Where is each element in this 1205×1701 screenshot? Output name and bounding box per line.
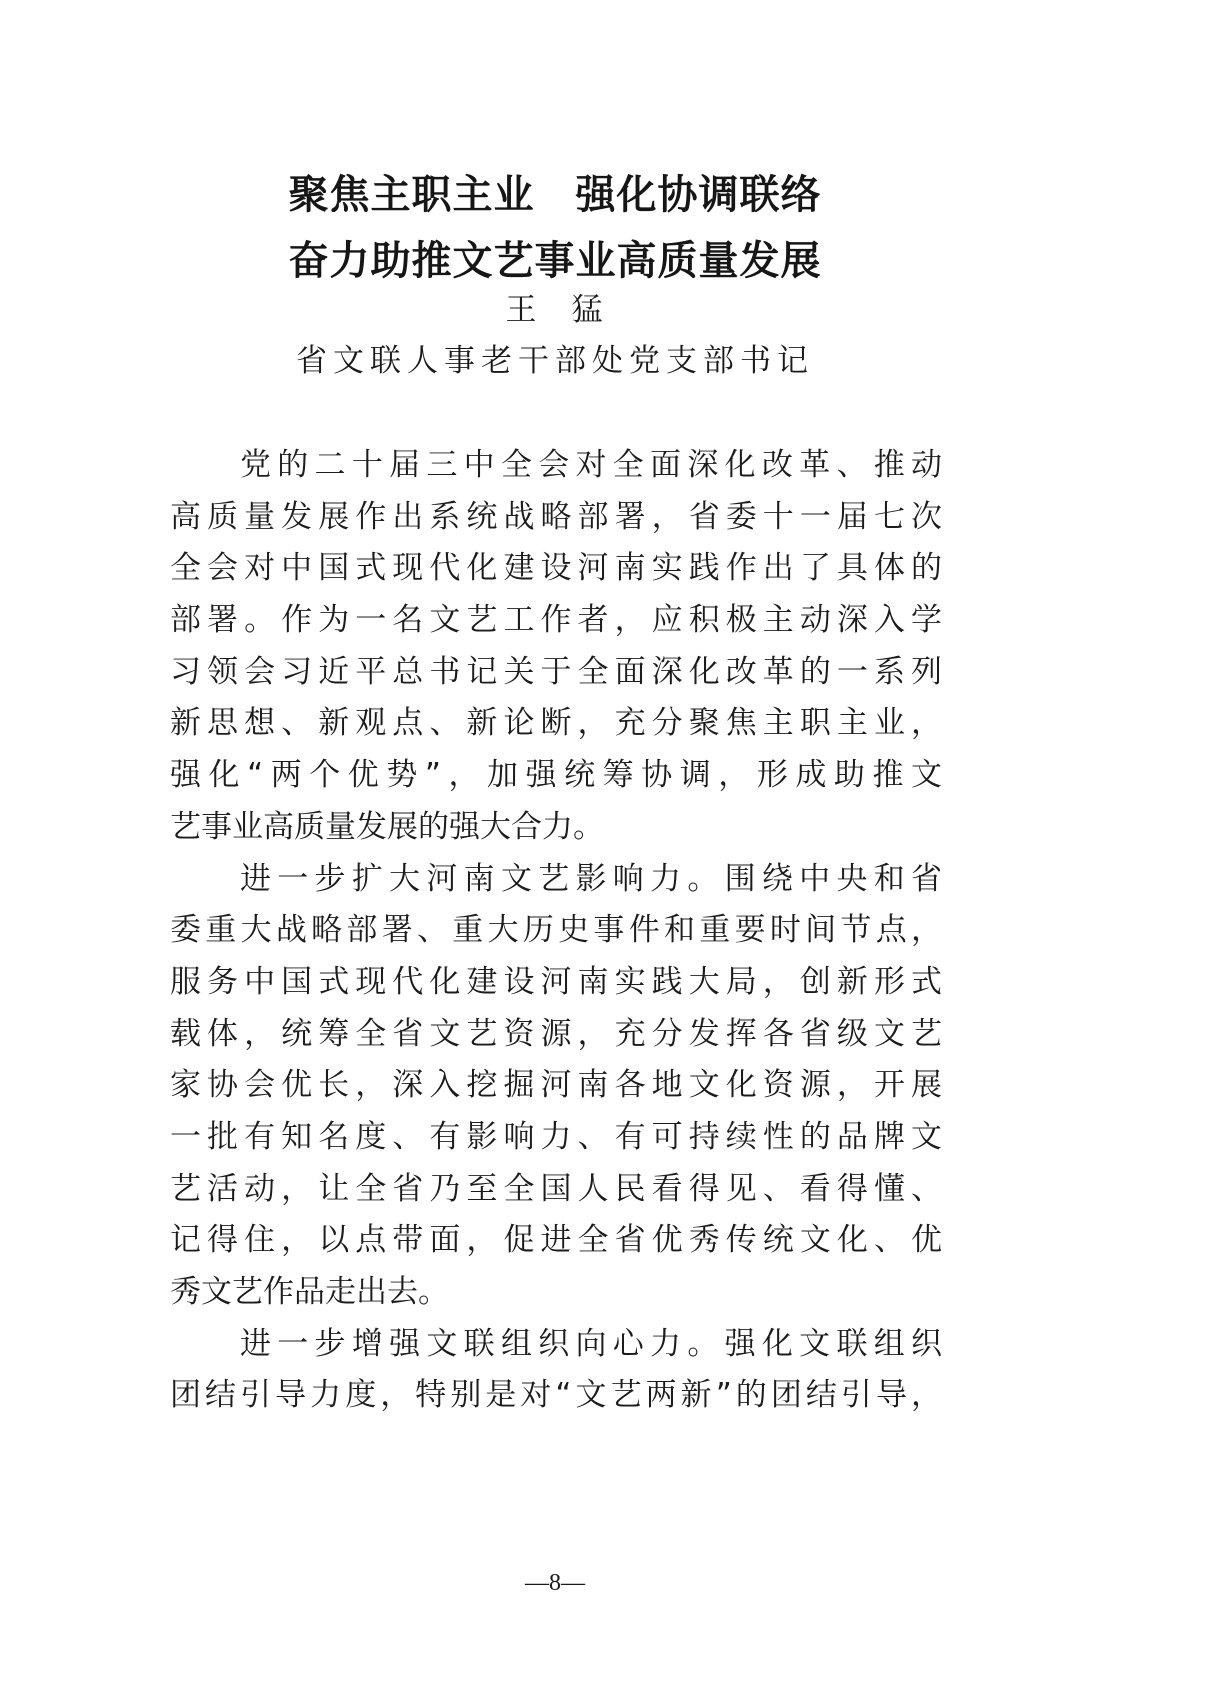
title-line-2: 奋力助推文艺事业高质量发展 xyxy=(288,237,822,284)
paragraph-1-line-1: 党的二十届三中全会对全面深化改革、推动 xyxy=(240,447,942,483)
paragraph-1-line-7: 强化“两个优势”，加强统筹协调，形成助推文 xyxy=(170,757,942,794)
author-name: 王 猛 xyxy=(505,292,605,328)
title-line-1: 聚焦主职主业 强化协调联络 xyxy=(288,171,822,218)
article-body xyxy=(170,440,942,1422)
page-number: —8— xyxy=(525,1570,585,1596)
paragraph-1-line-6: 新思想、新观点、新论断，充分聚焦主职主业， xyxy=(170,705,942,742)
paragraph-2-line-9: 秀文艺作品走出去。 xyxy=(170,1274,449,1310)
paragraph-3-line-2: 团结引导力度，特别是对“文艺两新”的团结引导， xyxy=(170,1377,942,1414)
paragraph-1-line-5: 习领会习近平总书记关于全面深化改革的一系列 xyxy=(170,653,942,690)
paragraph-2-line-3: 服务中国式现代化建设河南实践大局，创新形式 xyxy=(170,963,942,1000)
paragraph-2-line-8: 记得住，以点带面，促进全省优秀传统文化、优 xyxy=(170,1222,942,1259)
paragraph-1-line-4: 部署。作为一名文艺工作者，应积极主动深入学 xyxy=(170,602,942,639)
paragraph-2-line-1: 进一步扩大河南文艺影响力。围绕中央和省 xyxy=(240,860,942,897)
author-affiliation: 省文联人事老干部处党支部书记 xyxy=(296,343,814,379)
paragraph-2-line-6: 一批有知名度、有影响力、有可持续性的品牌文 xyxy=(170,1118,942,1155)
paragraph-2-line-7: 艺活动，让全省乃至全国人民看得见、看得懂、 xyxy=(170,1170,942,1207)
article-title xyxy=(0,162,1110,294)
paragraph-2-line-4: 载体，统筹全省文艺资源，充分发挥各省级文艺 xyxy=(170,1015,942,1052)
paragraph-1-line-3: 全会对中国式现代化建设河南实践作出了具体的 xyxy=(170,550,942,587)
paragraph-2-line-5: 家协会优长，深入挖掘河南各地文化资源，开展 xyxy=(170,1067,942,1104)
paragraph-1-line-8: 艺事业高质量发展的强大合力。 xyxy=(170,808,604,845)
paragraph-3-line-1: 进一步增强文联组织向心力。强化文联组织 xyxy=(240,1325,942,1362)
paragraph-1-line-2: 高质量发展作出系统战略部署，省委十一届七次 xyxy=(170,498,942,535)
paragraph-2-line-2: 委重大战略部署、重大历史事件和重要时间节点， xyxy=(170,912,942,949)
